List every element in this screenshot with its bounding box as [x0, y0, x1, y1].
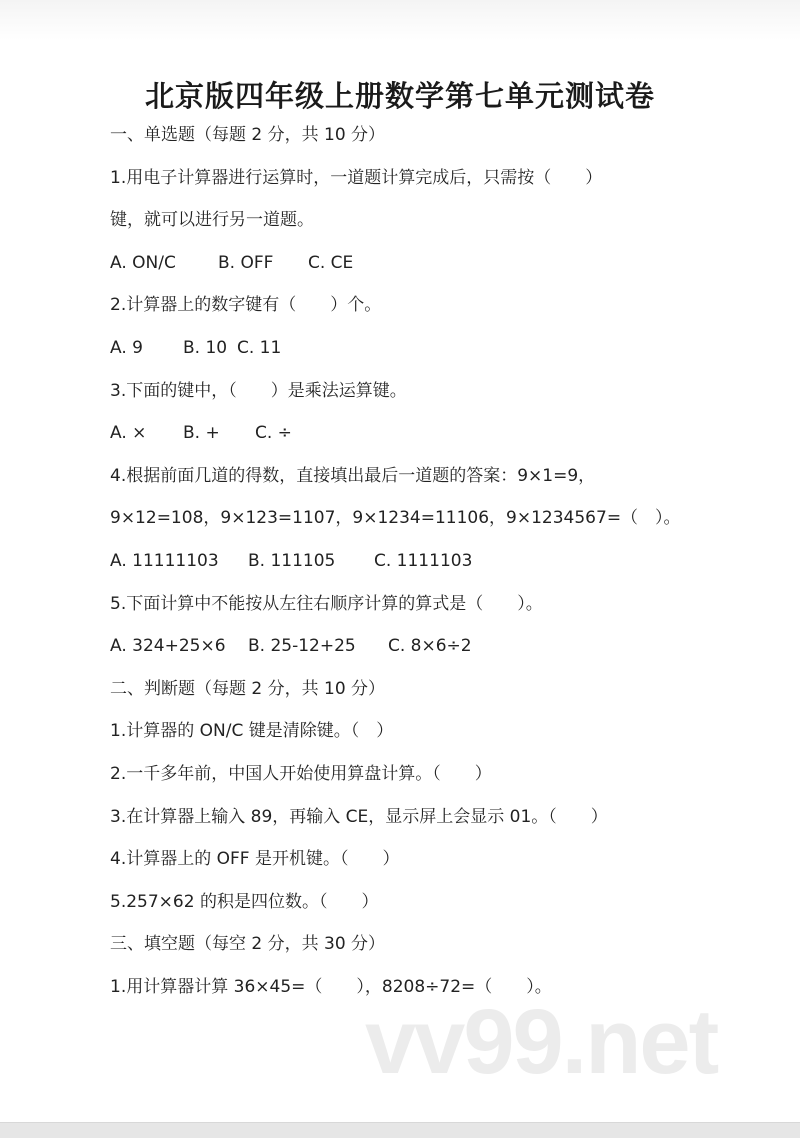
option-a: A. 324+25×6: [110, 636, 226, 657]
section-heading: 三、填空题（每空 2 分，共 30 分）: [110, 934, 386, 955]
answer-options: [110, 412, 730, 455]
option-c: C. ÷: [255, 423, 292, 444]
option-a: A. ×: [110, 423, 147, 444]
option-b: B. +: [183, 423, 220, 444]
option-a: A. 11111103: [110, 550, 219, 571]
option-b: B. 10: [183, 337, 228, 358]
option-b: B. 25-12+25: [248, 636, 356, 657]
question-text: 9×12=108，9×123=1107，9×1234=11106，9×1234567=（ ）。: [110, 508, 681, 529]
document-body: [110, 114, 730, 1008]
option-a: A. 9: [110, 337, 143, 358]
question-text: 4.根据前面几道的得数，直接填出最后一道题的答案：9×1=9，: [110, 465, 596, 486]
option-b: B. 111105: [248, 550, 336, 571]
question-text: 3.下面的键中，（ ）是乘法运算键。: [110, 380, 407, 401]
section-heading: 一、单选题（每题 2 分，共 10 分）: [110, 125, 386, 145]
question-text: 2.一千多年前，中国人开始使用算盘计算。（ ）: [110, 763, 492, 784]
question-text: 4.计算器上的 OFF 是开机键。（ ）: [110, 849, 400, 870]
question-text: 5.下面计算中不能按从左往右顺序计算的算式是（ ）。: [110, 593, 543, 614]
option-c: C. 8×6÷2: [388, 636, 472, 657]
question-text: 3.在计算器上输入 89，再输入 CE，显示屏上会显示 01。（ ）: [110, 806, 608, 827]
document-title: 北京版四年级上册数学第七单元测试卷: [144, 79, 655, 113]
answer-options: [110, 242, 730, 285]
question-text: 1.用计算器计算 36×45=（ ），8208÷72=（ ）。: [110, 976, 552, 997]
question-text: 2.计算器上的数字键有（ ）个。: [110, 295, 382, 316]
question-text: 1.用电子计算器进行运算时，一道题计算完成后，只需按（ ）: [110, 167, 603, 188]
answer-options: [110, 540, 730, 583]
option-c: C. CE: [308, 252, 354, 273]
page-top-shade: [0, 0, 800, 40]
option-c: C. 11: [237, 337, 282, 358]
watermark: vv99.net: [365, 991, 718, 1093]
question-text: 5.257×62 的积是四位数。（ ）: [110, 891, 379, 912]
question-text: 1.计算器的 ON/C 键是清除键。（ ）: [110, 721, 394, 742]
option-b: B. OFF: [218, 252, 274, 273]
section-heading: 二、判断题（每题 2 分，共 10 分）: [110, 678, 386, 699]
answer-options: [110, 625, 730, 668]
option-a: A. ON/C: [110, 252, 176, 273]
answer-options: [110, 327, 730, 370]
option-c: C. 1111103: [374, 550, 473, 571]
question-text: 键，就可以进行另一道题。: [110, 210, 314, 231]
page-bottom-bar: [0, 1122, 800, 1138]
